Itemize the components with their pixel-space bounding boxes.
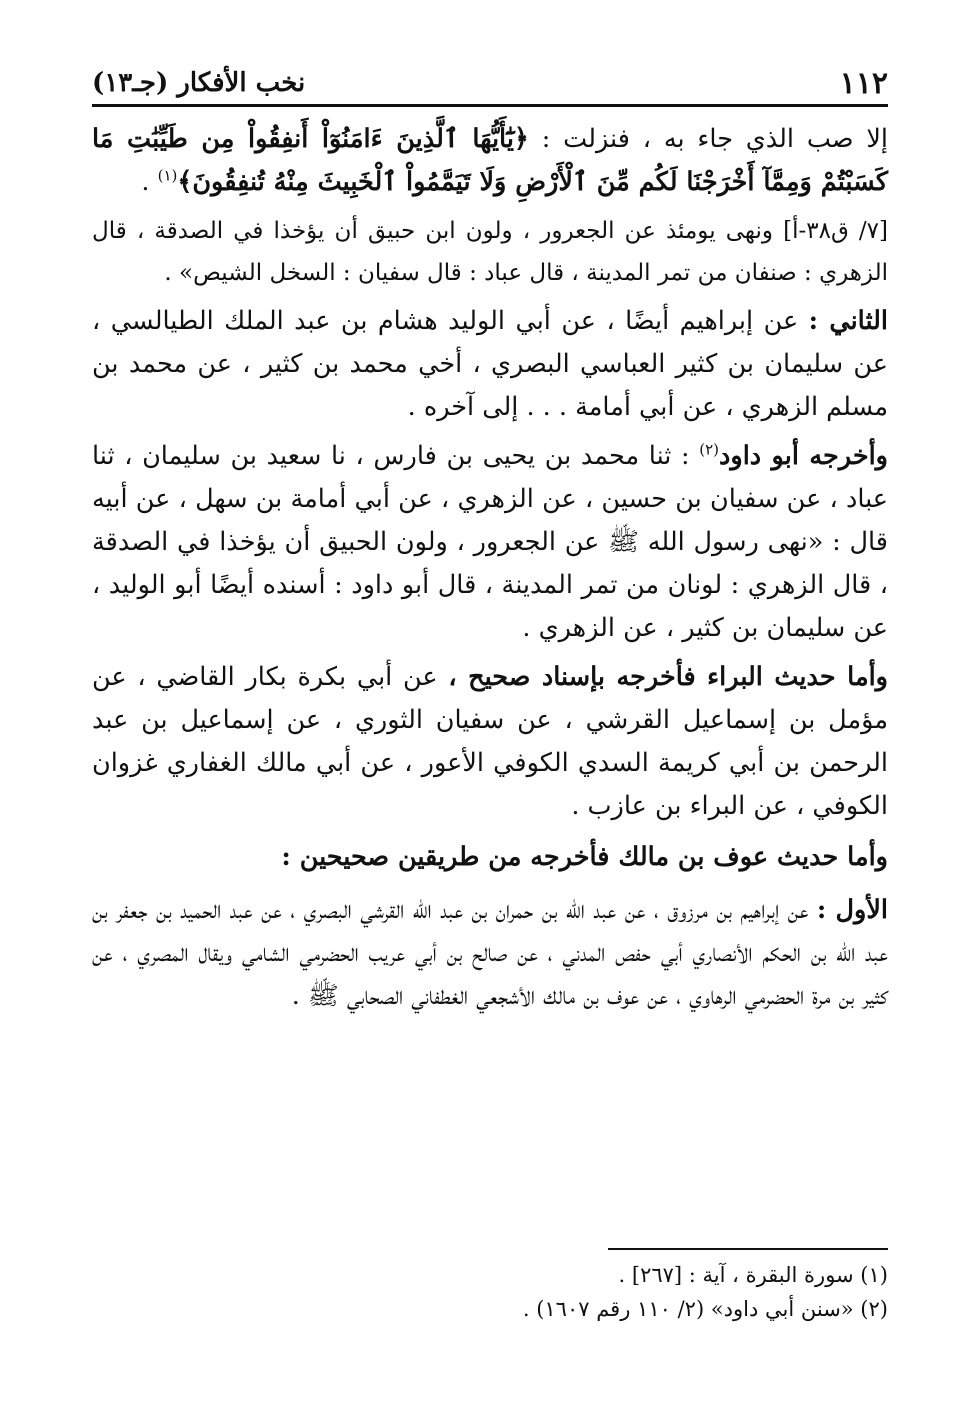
quran-close-bracket: ﴾	[177, 167, 193, 197]
bara-hadith-text: عن أبي بكرة بكار القاضي ، عن مؤمل بن إسماعيل القرشي ، عن سفيان الثوري ، عن إسماعيل بن عبد الرحمن بن أبي كريمة السدي الكوفي الأعور ، عن أبي مالك الغفاري غزوان الكوفي ، عن البراء بن عازب .	[92, 662, 888, 821]
second-route-text: عن إبراهيم أيضًا ، عن أبي الوليد هشام بن عبد الملك الطيالسي ، عن سليمان بن كثير العباسي البصري ، أخي محمد بن كثير ، عن محمد بن مسلم الزهري ، عن أبي أمامة . . . إلى آخره .	[92, 306, 888, 422]
footnote-ref-2: (٢)	[699, 440, 720, 459]
footnotes	[92, 1248, 888, 1326]
quran-verse: يَٰٓأَيُّهَا ٱلَّذِينَ ءَامَنُوٓاْ أَنفِقُواْ مِن طَيِّبَٰتِ مَا كَسَبْتُمْ وَمِمَّآ أَخْرَجْنَا لَكُم مِّنَ ٱلْأَرْضِ وَلَا تَيَمَّمُواْ ٱلْخَبِيثَ مِنْهُ تُنفِقُونَ	[92, 124, 888, 197]
footnote-2: (٢) «سنن أبي داود» (٢/ ١١٠ رقم ١٦٠٧) .	[522, 1297, 888, 1321]
paragraph-first-route	[92, 889, 888, 1018]
verse-intro: إلا صب الذي جاء به ، فنزلت :	[541, 124, 888, 154]
section-heading-awf: وأما حديث عوف بن مالك فأخرجه من طريقين صحيحين :	[281, 842, 888, 872]
paragraph-second-route	[92, 300, 888, 429]
footnote-ref-1: (١)	[157, 166, 178, 185]
page-number: ١١٢	[839, 65, 888, 101]
footnote-1: (١) سورة البقرة ، آية : [٢٦٧] .	[618, 1263, 888, 1287]
paragraph-abu-dawud	[92, 435, 888, 650]
first-route-heading: الأول :	[816, 895, 888, 925]
quran-open-bracket: ﴿	[513, 124, 529, 154]
bara-hadith-heading: وأما حديث البراء فأخرجه بإسناد صحيح ،	[448, 662, 888, 692]
main-text	[92, 118, 888, 1024]
verse-end: .	[141, 167, 158, 197]
paragraph-quran-verse	[92, 118, 888, 204]
running-header	[92, 62, 888, 107]
abu-dawud-heading: وأخرجه أبو داود	[719, 441, 888, 471]
first-route-text: عن إبراهيم بن مرزوق ، عن عبد الله بن حمران بن عبد الله القرشي البصري ، عن عبد الحميد بن جعفر بن عبد الله بن الحكم الأنصاري أبي حفص المدني ، عن صالح بن أبي عريب الحضرمي الشامي ويقال المصري ، عن كثير بن مرة الحضرمي الرهاوي ، عن عوف بن مالك الأشجعي الغطفاني الصحابي ﷺ .	[92, 895, 888, 1011]
abu-dawud-text: : ثنا محمد بن يحيى بن فارس ، نا سعيد بن سليمان ، ثنا عباد ، عن سفيان بن حسين ، عن الزهري ، عن أبي أمامة بن سهل ، عن أبيه قال : «نهى رسول الله ﷺ عن الجعرور ، ولون الحبيق أن يؤخذا في الصدقة ، قال الزهري : لونان من تمر المدينة ، قال أبو داود : أسنده أيضًا أبو الوليد ، عن سليمان بن كثير ، عن الزهري .	[92, 441, 888, 643]
book-title: نخب الأفكار (جـ١٣)	[92, 68, 306, 98]
paragraph-manuscript-note	[92, 210, 888, 294]
footnote-divider	[608, 1248, 888, 1250]
paragraph-bara-hadith	[92, 656, 888, 828]
second-route-heading: الثاني :	[808, 306, 888, 336]
manuscript-note-text: [٧/ ق٣٨-أ] ونهى يومئذ عن الجعرور ، ولون ابن حبيق أن يؤخذا في الصدقة ، قال الزهري : صنفان من تمر المدينة ، قال عباد : قال سفيان : السخل الشيص» .	[92, 218, 889, 286]
